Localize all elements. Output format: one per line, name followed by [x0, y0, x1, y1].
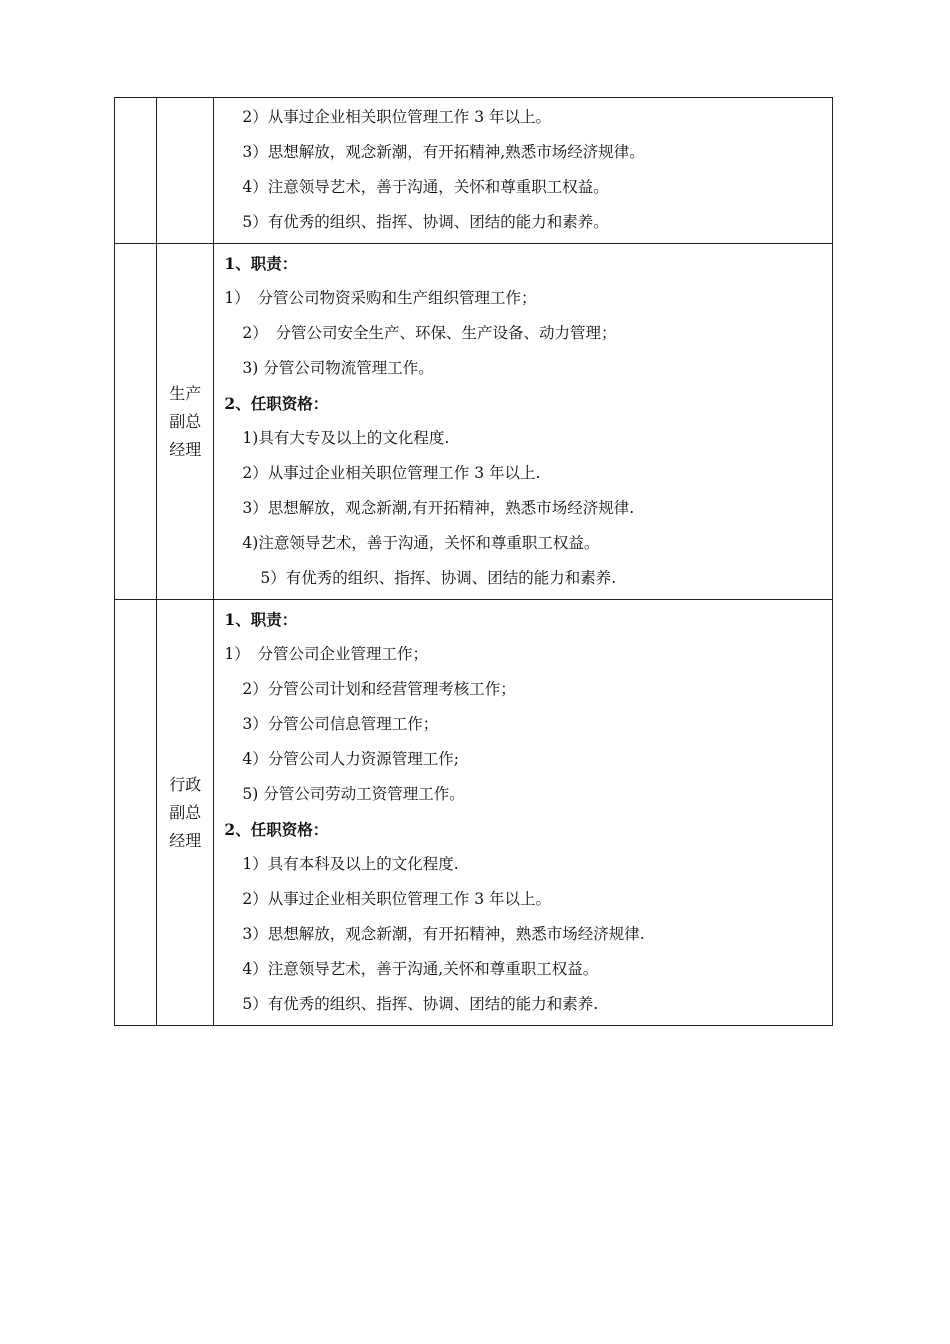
- list-item: 4）注意领导艺术，善于沟通,关怀和尊重职工权益。: [242, 960, 599, 978]
- role-name: 生产副总经理: [169, 383, 202, 459]
- description-cell: [214, 600, 833, 1026]
- role-name: 行政副总经理: [169, 774, 202, 850]
- list-item: 4）分管公司人力资源管理工作;: [242, 750, 459, 768]
- section-heading: 2、任职资格：: [224, 820, 329, 839]
- list-item: 5) 分管公司劳动工资管理工作。: [242, 785, 465, 803]
- list-item: 2）从事过企业相关职位管理工作 3 年以上。: [242, 108, 551, 126]
- list-item: 4）注意领导艺术，善于沟通，关怀和尊重职工权益。: [242, 178, 609, 196]
- section-heading: 1、职责：: [224, 254, 298, 273]
- list-item: 3）分管公司信息管理工作；: [242, 715, 439, 733]
- list-item: 2） 分管公司安全生产、环保、生产设备、动力管理；: [242, 324, 617, 342]
- role-cell: [157, 98, 214, 244]
- list-item: 4)注意领导艺术，善于沟通，关怀和尊重职工权益。: [242, 534, 600, 552]
- description-cell: [214, 244, 833, 600]
- list-item: 1）具有本科及以上的文化程度.: [242, 855, 459, 873]
- list-item: 3）思想解放，观念新潮,有开拓精神，熟悉市场经济规律.: [242, 499, 635, 517]
- table-row: [115, 244, 833, 600]
- list-item: 2）从事过企业相关职位管理工作 3 年以上.: [242, 464, 541, 482]
- list-item: 1） 分管公司企业管理工作；: [224, 645, 429, 663]
- role-cell: [157, 600, 214, 1026]
- responsibility-table: [114, 97, 833, 1026]
- list-item: 3) 分管公司物流管理工作。: [242, 359, 434, 377]
- table-row: [115, 98, 833, 244]
- list-item: 1)具有大专及以上的文化程度.: [242, 429, 450, 447]
- list-item: 2）从事过企业相关职位管理工作 3 年以上。: [242, 890, 551, 908]
- list-item: 3）思想解放，观念新潮，有开拓精神,熟悉市场经济规律。: [242, 143, 645, 161]
- table-row: [115, 600, 833, 1026]
- index-cell: [115, 98, 157, 244]
- list-item: 5）有优秀的组织、指挥、协调、团结的能力和素养.: [242, 995, 599, 1013]
- index-cell: [115, 244, 157, 600]
- role-cell: [157, 244, 214, 600]
- list-item: 2）分管公司计划和经营管理考核工作；: [242, 680, 516, 698]
- list-item: 3）思想解放，观念新潮，有开拓精神，熟悉市场经济规律.: [242, 925, 645, 943]
- index-cell: [115, 600, 157, 1026]
- section-heading: 1、职责：: [224, 610, 298, 629]
- list-item: 5）有优秀的组织、指挥、协调、团结的能力和素养。: [242, 213, 609, 231]
- list-item: 5）有优秀的组织、指挥、协调、团结的能力和素养.: [260, 569, 617, 587]
- section-heading: 2、任职资格：: [224, 394, 329, 413]
- list-item: 1） 分管公司物资采购和生产组织管理工作；: [224, 289, 537, 307]
- description-cell: [214, 98, 833, 244]
